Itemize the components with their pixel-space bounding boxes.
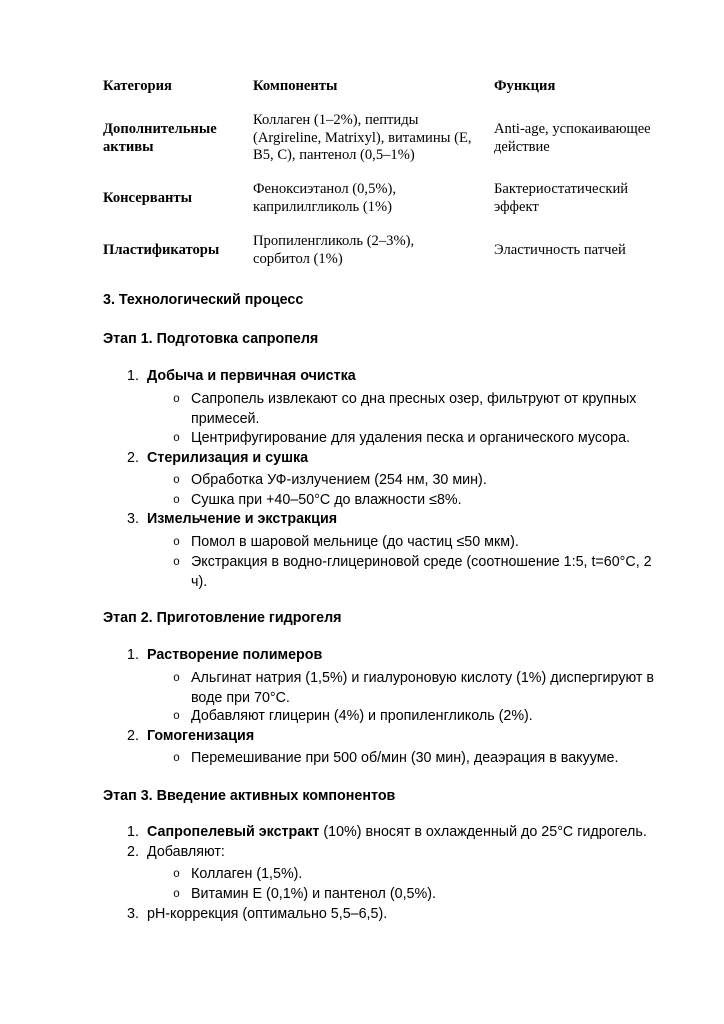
list-number: 2. — [127, 728, 139, 744]
list-item-text: Добавляют: — [147, 844, 225, 860]
stage-title: Этап 1. Подготовка сапропеля — [103, 331, 319, 347]
bullet-item — [0, 707, 724, 727]
list-number: 2. — [127, 844, 139, 860]
table-header-category: Категория — [103, 78, 172, 94]
list-item — [0, 367, 724, 387]
bullet-text: Сапропель извлекают со дна пресных озер, фильтруют от крупных примесей. — [191, 391, 637, 427]
table-cell-components: Коллаген (1–2%), пептиды (Argireline, Matrixyl), витамины (E, B5, C), пантенол (0,5–1%) — [253, 112, 472, 163]
stage-heading-row — [0, 330, 724, 350]
bullet-marker: o — [173, 752, 180, 765]
section-heading-row — [0, 291, 724, 311]
table-cell-category: Консерванты — [103, 190, 192, 206]
bullet-text: Центрифугирование для удаления песка и органического мусора. — [191, 430, 630, 446]
table-header-function: Функция — [494, 78, 556, 94]
stage-title: Этап 2. Приготовление гидрогеля — [103, 610, 342, 626]
list-number: 1. — [127, 368, 139, 384]
bullet-marker: o — [173, 672, 180, 685]
bullet-marker: o — [173, 556, 180, 569]
list-item-title: Стерилизация и сушка — [147, 450, 309, 466]
bullet-text: Альгинат натрия (1,5%) и гиалуроновую кислоту (1%) диспергируют в воде при 70°C. — [191, 670, 655, 706]
table-header-components: Компоненты — [253, 78, 338, 94]
list-item — [0, 823, 724, 843]
table-cell-function: Эластичность патчей — [494, 242, 626, 258]
list-number: 3. — [127, 906, 139, 922]
bullet-text: Сушка при +40–50°C до влажности ≤8%. — [191, 492, 462, 508]
list-item-title: Гомогенизация — [147, 728, 255, 744]
list-item-title: Измельчение и экстракция — [147, 511, 338, 527]
bullet-item — [0, 491, 724, 511]
list-item — [0, 905, 724, 925]
bullet-text: Обработка УФ-излучением (254 нм, 30 мин). — [191, 472, 487, 488]
stage-heading-row — [0, 609, 724, 629]
bullet-marker: o — [173, 432, 180, 445]
stage-title: Этап 3. Введение активных компонентов — [103, 788, 396, 804]
list-item — [0, 843, 724, 863]
list-item — [0, 727, 724, 747]
table-cell-category: Дополнительные активы — [103, 121, 217, 155]
list-item-text: pH-коррекция (оптимально 5,5–6,5). — [147, 906, 388, 922]
bullet-marker: o — [173, 474, 180, 487]
list-item-bold-lead: Сапропелевый экстракт — [147, 824, 320, 840]
table-cell-function: Бактериостатический эффект — [494, 181, 629, 215]
bullet-item — [0, 429, 724, 449]
list-item-text: (10%) вносят в охлажденный до 25°C гидрогель. — [319, 824, 647, 840]
bullet-text: Добавляют глицерин (4%) и пропиленгликоль (2%). — [191, 708, 533, 724]
list-number: 1. — [127, 647, 139, 663]
bullet-item — [0, 390, 724, 427]
bullet-item — [0, 553, 724, 590]
list-number: 1. — [127, 824, 139, 840]
table-cell-function: Anti-age, успокаивающее действие — [494, 121, 651, 155]
table-cell-category: Пластификаторы — [103, 242, 220, 258]
bullet-item — [0, 865, 724, 885]
bullet-item — [0, 749, 724, 769]
bullet-text: Перемешивание при 500 об/мин (30 мин), деаэрация в вакууме. — [191, 750, 619, 766]
list-number: 3. — [127, 511, 139, 527]
bullet-text: Экстракция в водно-глицериновой среде (соотношение 1:5, t=60°C, 2 ч). — [191, 554, 652, 590]
bullet-marker: o — [173, 710, 180, 723]
bullet-text: Помол в шаровой мельнице (до частиц ≤50 мкм). — [191, 534, 519, 550]
bullet-text: Витамин E (0,1%) и пантенол (0,5%). — [191, 886, 436, 902]
bullet-text: Коллаген (1,5%). — [191, 866, 303, 882]
list-item — [0, 510, 724, 530]
stage-heading-row — [0, 787, 724, 807]
bullet-marker: o — [173, 888, 180, 901]
bullet-item — [0, 669, 724, 706]
list-item-content — [147, 823, 687, 843]
bullet-marker: o — [173, 536, 180, 549]
bullet-item — [0, 533, 724, 553]
bullet-marker: o — [173, 494, 180, 507]
list-number: 2. — [127, 450, 139, 466]
bullet-item — [0, 885, 724, 905]
list-item — [0, 449, 724, 469]
section-title: 3. Технологический процесс — [103, 292, 304, 308]
list-item-title: Растворение полимеров — [147, 647, 323, 663]
bullet-marker: o — [173, 393, 180, 406]
table-cell-components: Пропиленгликоль (2–3%), сорбитол (1%) — [253, 233, 415, 267]
table-cell-components: Феноксиэтанол (0,5%), каприлилгликоль (1%) — [253, 181, 397, 215]
bullet-marker: o — [173, 868, 180, 881]
list-item — [0, 646, 724, 666]
list-item-title: Добыча и первичная очистка — [147, 368, 356, 384]
bullet-item — [0, 471, 724, 491]
